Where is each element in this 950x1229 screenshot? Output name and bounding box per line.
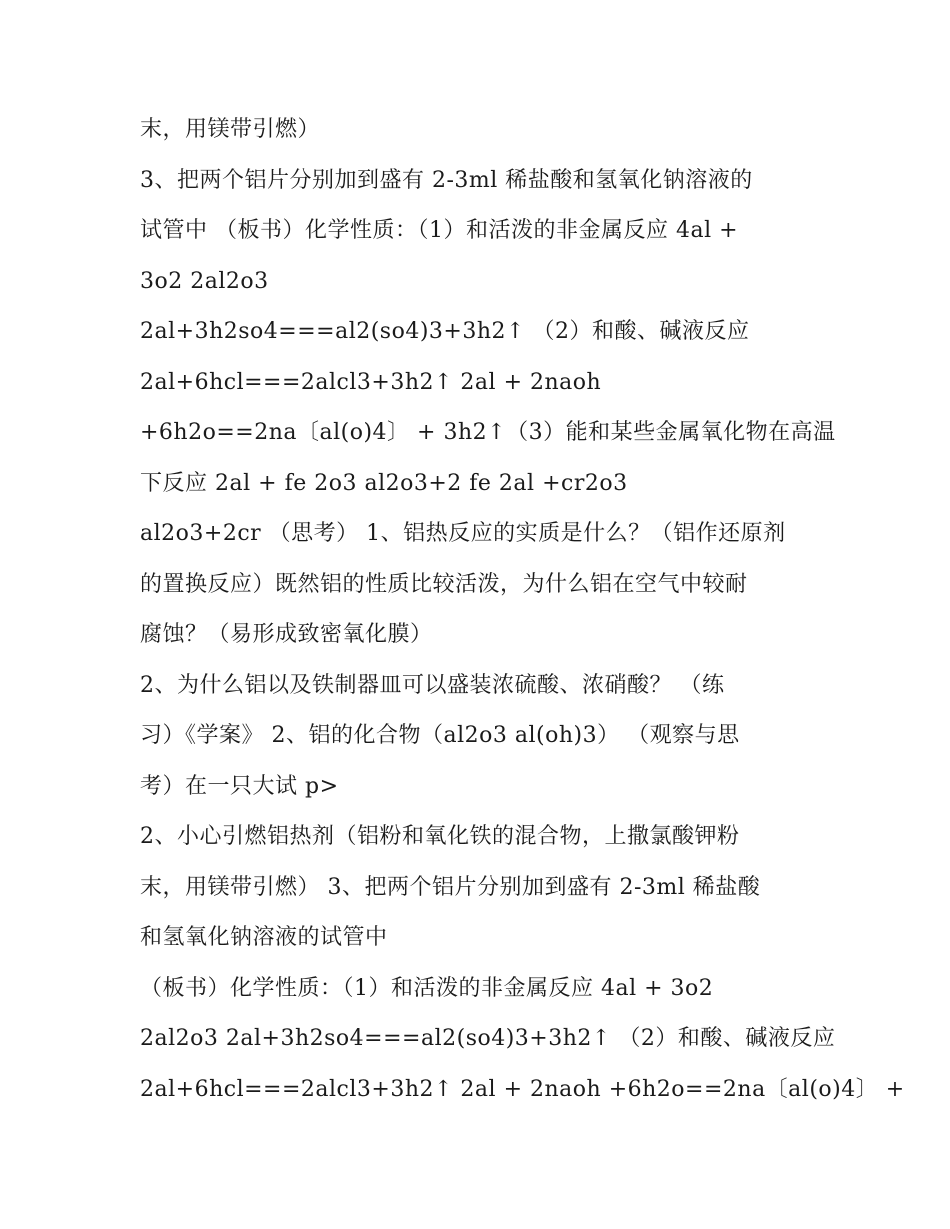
text-line: 3、把两个铝片分别加到盛有 2-3ml 稀盐酸和氢氧化钠溶液的 bbox=[140, 167, 753, 193]
text-line: 下反应 2al + fe 2o3 al2o3+2 fe 2al +cr2o3 bbox=[140, 470, 628, 496]
text-line: 和氢氧化钠溶液的试管中 bbox=[140, 925, 388, 950]
text-line: 2、小心引燃铝热剂（铝粉和氧化铁的混合物，上撒氯酸钾粉 bbox=[140, 824, 740, 849]
text-line: al2o3+2cr （思考） 1、铝热反应的实质是什么？（铝作还原剂 bbox=[140, 521, 786, 546]
text-line: 3o2 2al2o3 bbox=[140, 268, 269, 294]
text-line: 试管中 （板书）化学性质：（1）和活泼的非金属反应 4al + bbox=[140, 218, 739, 243]
text-line: 末，用镁带引燃） 3、把两个铝片分别加到盛有 2-3ml 稀盐酸 bbox=[140, 874, 761, 900]
text-line: 腐蚀？（易形成致密氧化膜） bbox=[140, 622, 433, 647]
document-body bbox=[140, 108, 905, 1118]
text-line: 末，用镁带引燃） bbox=[140, 117, 321, 142]
text-line: 2al+3h2so4===al2(so4)3+3h2↑ （2）和酸、碱液反应 bbox=[140, 319, 750, 344]
text-line: 习）《学案》 2、铝的化合物（al2o3 al(oh)3） （观察与思 bbox=[140, 723, 740, 748]
text-line: 2al+6hcl===2alcl3+3h2↑ 2al + 2naoh +6h2o==2na〔al(o)4〕 + bbox=[140, 1076, 905, 1102]
text-line: （板书）化学性质：（1）和活泼的非金属反应 4al + 3o2 bbox=[140, 975, 714, 1001]
text-line: 的置换反应）既然铝的性质比较活泼，为什么铝在空气中较耐 bbox=[140, 571, 748, 597]
text-line: 考）在一只大试 p> bbox=[140, 773, 339, 799]
text-line: 2、为什么铝以及铁制器皿可以盛装浓硫酸、浓硝酸？ （练 bbox=[140, 672, 725, 698]
text-line: 2al+6hcl===2alcl3+3h2↑ 2al + 2naoh bbox=[140, 369, 602, 395]
text-line: 2al2o3 2al+3h2so4===al2(so4)3+3h2↑ （2）和酸、碱液反应 bbox=[140, 1026, 836, 1051]
text-line: +6h2o==2na〔al(o)4〕 + 3h2↑（3）能和某些金属氧化物在高温 bbox=[140, 420, 836, 445]
